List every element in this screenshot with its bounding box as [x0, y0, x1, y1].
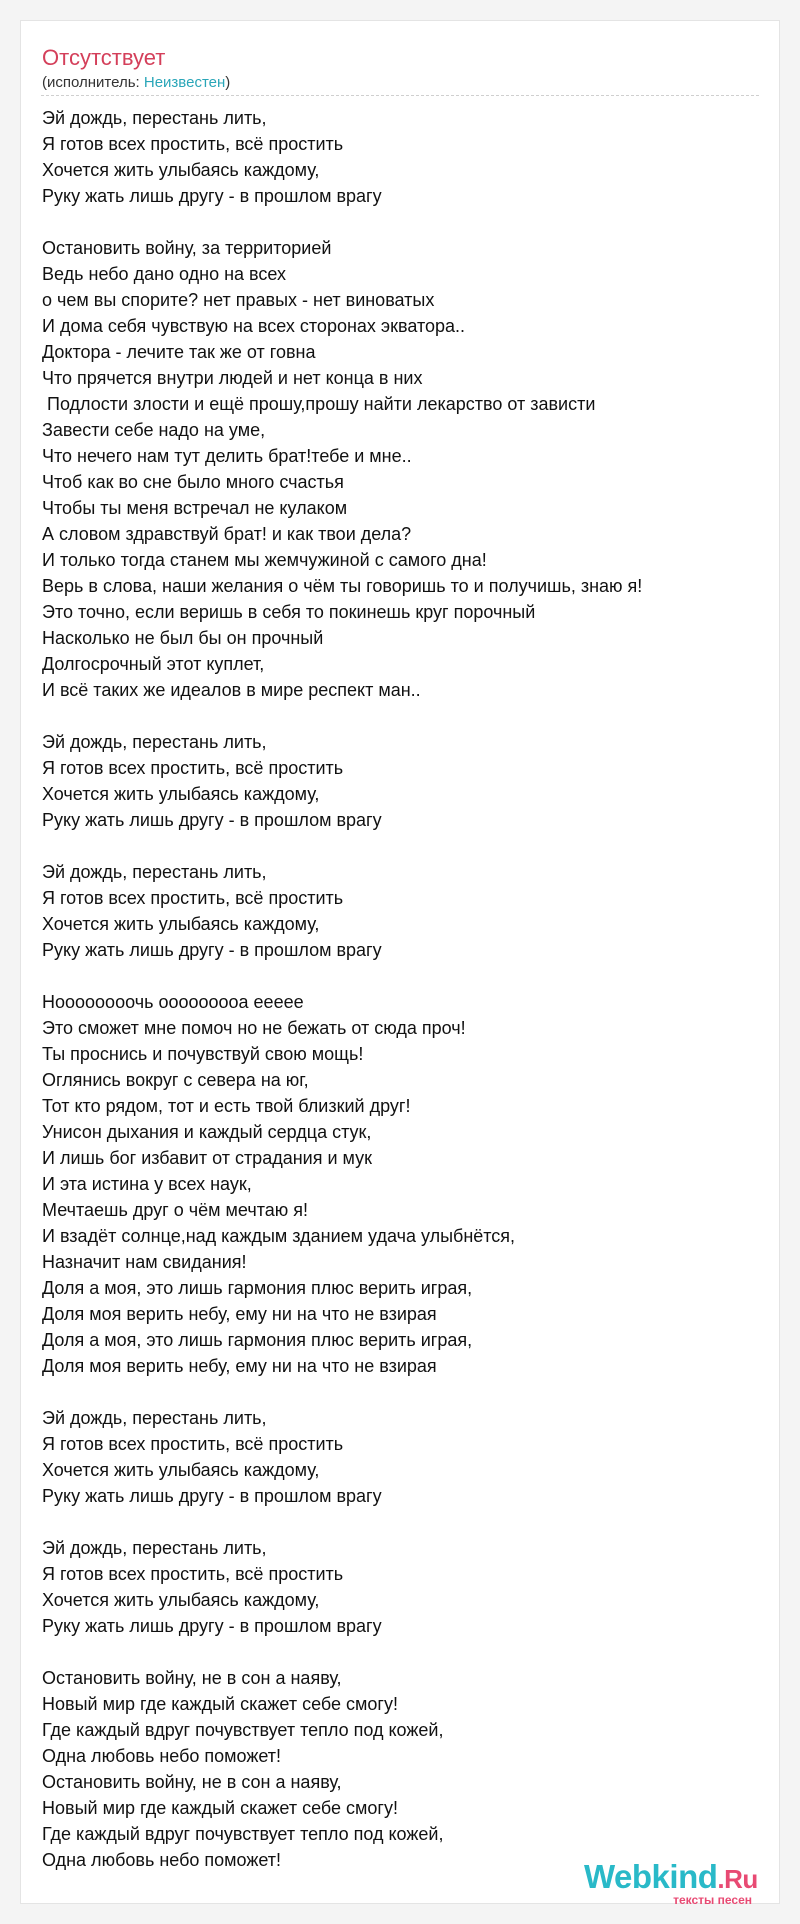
lyrics-line: Новый мир где каждый скажет себе смогу! [42, 1694, 398, 1714]
lyrics-line: Это сможет мне помоч но не бежать от сюда проч! [42, 1018, 466, 1038]
lyrics-line: Новый мир где каждый скажет себе смогу! [42, 1798, 398, 1818]
lyrics-line: Это точно, если веришь в себя то покинешь круг порочный [42, 602, 536, 622]
site-logo[interactable] [584, 1858, 764, 1907]
lyrics-line: Что нечего нам тут делить брат!тебе и мне.. [42, 446, 412, 466]
lyrics-line: Я готов всех простить, всё простить [42, 134, 344, 154]
artist-suffix: ) [225, 74, 231, 91]
lyrics-line: Эй дождь, перестань лить, [42, 732, 267, 752]
lyrics-line: Унисон дыхания и каждый сердца стук, [42, 1122, 372, 1142]
artist-line [42, 74, 230, 91]
lyrics-line: Подлости злости и ещё прошу,прошу найти лекарство от зависти [42, 394, 596, 414]
lyrics-line: Хочется жить улыбаясь каждому, [42, 160, 320, 180]
header-divider [41, 95, 759, 96]
lyrics-line: Хочется жить улыбаясь каждому, [42, 1590, 320, 1610]
lyrics-line: И лишь бог избавит от страдания и мук [42, 1148, 372, 1168]
lyrics-line: Где каждый вдруг почувствует тепло под кожей, [42, 1824, 444, 1844]
lyrics-line: Эй дождь, перестань лить, [42, 1538, 267, 1558]
lyrics-line: Остановить войну, не в сон а наяву, [42, 1668, 342, 1688]
lyrics-line: Я готов всех простить, всё простить [42, 758, 344, 778]
lyrics-line: Где каждый вдруг почувствует тепло под кожей, [42, 1720, 444, 1740]
lyrics-line: Эй дождь, перестань лить, [42, 1408, 267, 1428]
lyrics-line: Руку жать лишь другу - в прошлом врагу [42, 1486, 382, 1506]
lyrics-line: Я готов всех простить, всё простить [42, 888, 344, 908]
lyrics-line: Ведь небо дано одно на всех [42, 264, 287, 284]
lyrics-line: Одна любовь небо поможет! [42, 1850, 282, 1870]
logo-wordmark [584, 1859, 758, 1897]
lyrics-line: Остановить войну, не в сон а наяву, [42, 1772, 342, 1792]
lyrics-line: Доля а моя, это лишь гармония плюс верить играя, [42, 1330, 473, 1350]
lyrics-line: Я готов всех простить, всё простить [42, 1434, 344, 1454]
lyrics-line: Чтоб как во сне было много счастья [42, 472, 344, 492]
lyrics-line: И только тогда станем мы жемчужиной с самого дна! [42, 550, 487, 570]
lyrics-line: Хочется жить улыбаясь каждому, [42, 1460, 320, 1480]
lyrics-line: Что прячется внутри людей и нет конца в них [42, 368, 423, 388]
logo-brand: Webkind [584, 1858, 718, 1895]
lyrics-line: Эй дождь, перестань лить, [42, 108, 267, 128]
lyrics-line: Ты проснись и почувствуй свою мощь! [42, 1044, 364, 1064]
lyrics-line: Хочется жить улыбаясь каждому, [42, 784, 320, 804]
lyrics-line: И дома себя чувствую на всех сторонах экватора.. [42, 316, 466, 336]
lyrics-line: Насколько не был бы он прочный [42, 628, 324, 648]
lyrics-line: Долгосрочный этот куплет, [42, 654, 265, 674]
lyrics-line: Назначит нам свидания! [42, 1252, 247, 1272]
lyrics-line: Руку жать лишь другу - в прошлом врагу [42, 1616, 382, 1636]
logo-tagline: тексты песен [673, 1893, 752, 1907]
lyrics-line: Ноооооооочь ооооооооа еееее [42, 992, 304, 1012]
artist-prefix: (исполнитель: [42, 74, 144, 91]
lyrics-line: Одна любовь небо поможет! [42, 1746, 282, 1766]
lyrics-line: Верь в слова, наши желания о чём ты говоришь то и получишь, знаю я! [42, 576, 643, 596]
lyrics-line: Оглянись вокруг с севера на юг, [42, 1070, 309, 1090]
lyrics-line: И эта истина у всех наук, [42, 1174, 252, 1194]
lyrics-line: И всё таких же идеалов в мире респект ман.. [42, 680, 421, 700]
artist-link[interactable]: Неизвестен [143, 74, 226, 91]
lyrics-line: Доля а моя, это лишь гармония плюс верить играя, [42, 1278, 473, 1298]
lyrics-line: Руку жать лишь другу - в прошлом врагу [42, 810, 382, 830]
lyrics-line: Доктора - лечите так же от говна [42, 342, 316, 362]
song-title: Отсутствует [42, 45, 166, 70]
lyrics-card [20, 20, 780, 1907]
lyrics-line: Остановить войну, за территорией [42, 238, 332, 258]
lyrics-line: Доля моя верить небу, ему ни на что не взирая [42, 1356, 437, 1376]
lyrics-text [42, 105, 762, 1873]
lyrics-line: А словом здравствуй брат! и как твои дела? [42, 524, 412, 544]
lyrics-line: Эй дождь, перестань лить, [42, 862, 267, 882]
lyrics-line: Чтобы ты меня встречал не кулаком [42, 498, 348, 518]
lyrics-line: Доля моя верить небу, ему ни на что не взирая [42, 1304, 437, 1324]
lyrics-line: Руку жать лишь другу - в прошлом врагу [42, 186, 382, 206]
lyrics-line: И взадёт солнце,над каждым зданием удача улыбнётся, [42, 1226, 516, 1246]
lyrics-line: Тот кто рядом, тот и есть твой близкий друг! [42, 1096, 411, 1116]
lyrics-line: Завести себе надо на уме, [42, 420, 266, 440]
lyrics-line: Я готов всех простить, всё простить [42, 1564, 344, 1584]
lyrics-line: Хочется жить улыбаясь каждому, [42, 914, 320, 934]
lyrics-line: Мечтаешь друг о чём мечтаю я! [42, 1200, 308, 1220]
lyrics-line: о чем вы спорите? нет правых - нет виноватых [42, 290, 435, 310]
lyrics-line: Руку жать лишь другу - в прошлом врагу [42, 940, 382, 960]
logo-tld: .Ru [717, 1864, 758, 1894]
